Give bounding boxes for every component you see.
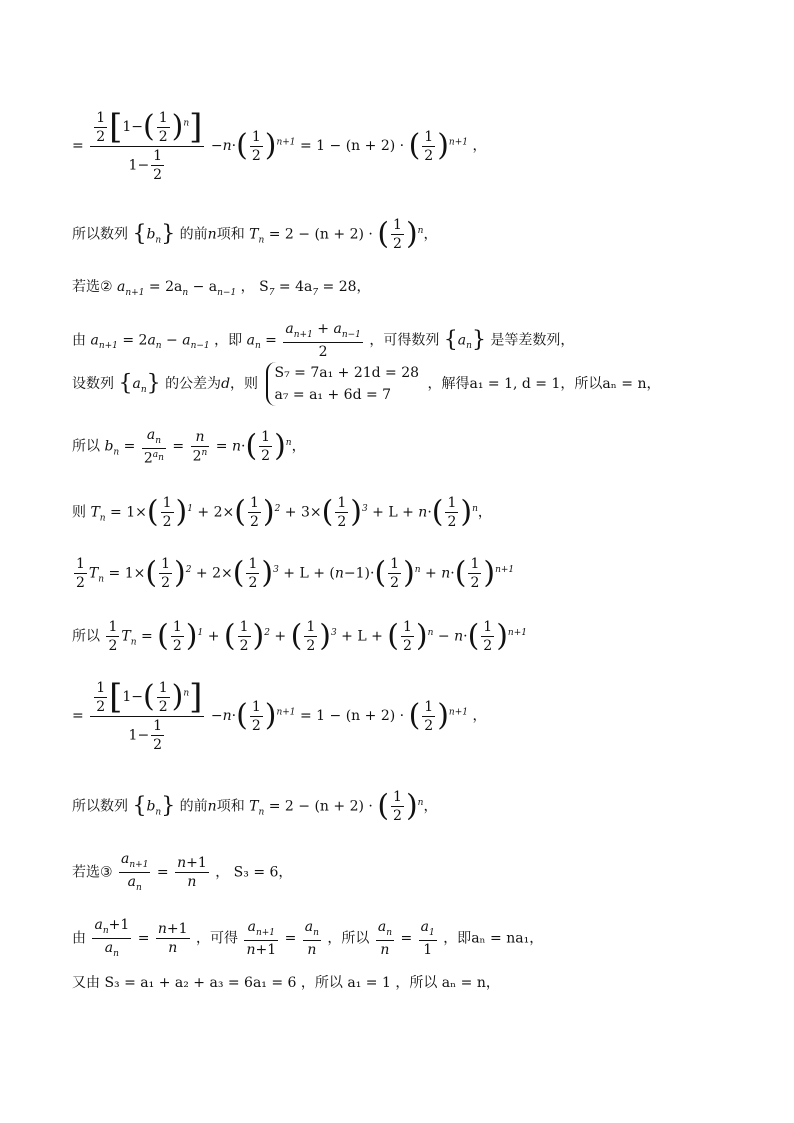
result-Tn-1: 所以数列 $\{b_n\}$ 的前n项和 $T_n = 2 - (n + 2)$ · ( $\frac{1}{2}$ )$^n$， [72,216,438,252]
equation-system: S₇ = 7a₁ + 21d = 28 a₇ = a₁ + 6d = 7 [266,362,419,406]
eq-tail: = 1 − (n + 2) · [300,138,409,154]
half-Tn-expansion: $\frac{1}{2}$ $T_n = 1\times$( $\frac{1}{2}$ )$^2$ + 2×( $\frac{1}{2}$ )$^3$ + L + (n−1)·( $\frac{1}{2}$ )$^n$ + n·( $\frac{1}{2}$ )$^{n+1}$ [76,555,515,591]
arith-derivation: 由 $a_{n+1} = 2a_n - a_{n-1}$ ，即 $a_n$ = $\frac{a_{n+1} + a_{n-1}}{2}$ ，可得数列 $\{a_n\}$ 是等差数列， [72,321,575,360]
subtracted-expansion: 所以 $\frac{1}{2}$ $T_n$ = ( $\frac{1}{2}$ )$^1$ + ( $\frac{1}{2}$ )$^2$ + ( $\frac{1}{2}$ )$^3$ + L + ( $\frac{1}{2}$ )$^n$ − n·( $\frac{1}{2}$ )$^{n+1}$ [72,618,527,654]
final-conclusion: 又由 S₃ = a₁ + a₂ + a₃ = 6a₁ = 6 ，所以 a₁ = 1 ，所以 aₙ = n， [72,975,500,991]
option-3-condition: 若选③ $\frac{a_{n+1}}{a_n}$ = $\frac{n+1}{n}$ ， S₃ = 6， [72,851,293,893]
bn-formula: 所以 $b_n$ = $\frac{a_n}{2^{a_n}}$ = $\frac{n}{2^n}$ = n·( $\frac{1}{2}$ )$^n$， [72,427,306,467]
option-2-condition: 若选② $a_{n+1} = 2a_n - a_{n-1}$ ， $S_7 = 4a_7 = 28$， [72,279,371,298]
option-3-derivation: 由 $\frac{a_n+1}{a_n}$ = $\frac{n+1}{n}$ ，可得 $\frac{a_{n+1}}{n+1}$ = $\frac{a_n}{n}$ ，所以 $\frac{a_n}{n}$ = $\frac{a_1}{1}$ ，即aₙ = na₁， [72,917,544,959]
eq-sum-fraction-2: = $\frac{1}{2}$ [1−( $\frac{1}{2}$ )$^n$] 1− $\frac{1}{2}$ −n·( $\frac{1}{2}$ )$^{n+1}$ = 1 − (n + 2) · ( $\frac{1}{2}$ )$^{n+1}$ ， [72,677,487,753]
system-of-equations: 设数列 $\{a_n\}$ 的公差为d，则 S₇ = 7a₁ + 21d = 28 a₇ = a₁ + 6d = 7 ，解得a₁ = 1, d = 1，所以aₙ = n， [72,362,660,406]
result-Tn-2: 所以数列 $\{b_n\}$ 的前n项和 $T_n = 2 - (n + 2)$ · ( $\frac{1}{2}$ )$^n$， [72,788,438,824]
Tn-expansion: 则 $T_n = 1\times$( $\frac{1}{2}$ )$^1$ + 2×( $\frac{1}{2}$ )$^2$ + 3×( $\frac{1}{2}$ )$^3$ + L + n·( $\frac{1}{2}$ )$^n$， [72,494,492,530]
eq-sum-fraction-1: = $\frac{1}{2}$ [1−( $\frac{1}{2}$ )$^n$] 1− $\frac{1}{2}$ −n·( $\frac{1}{2}$ )$^{n+1}$ = 1 − (n + 2) · ( $\frac{1}{2}$ )$^{n+1}$ ， [72,107,487,183]
